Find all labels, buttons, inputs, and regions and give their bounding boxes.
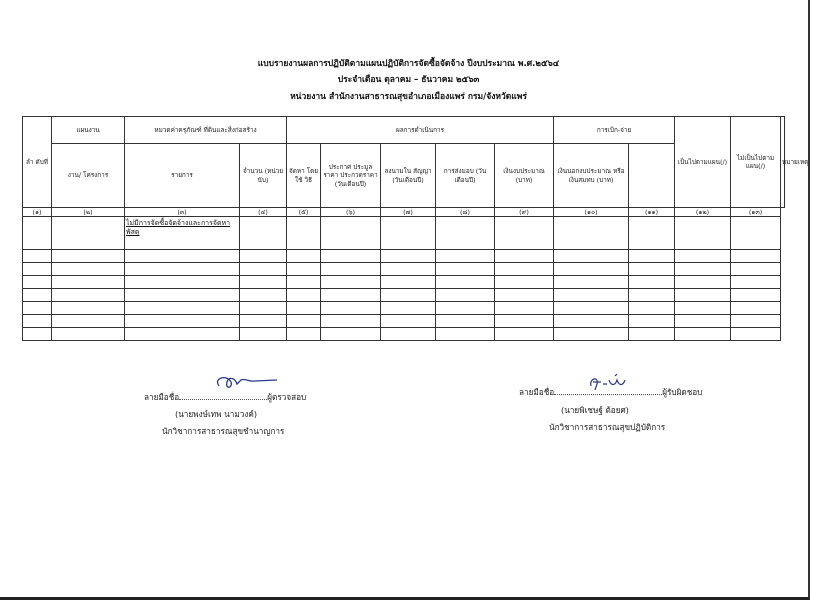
table-row: [23, 289, 785, 302]
col-number: (๑๑): [629, 208, 675, 217]
left-signer-position: นักวิชาการสาธารณสุขชำนาญการ: [162, 426, 285, 436]
column-number-row: [23, 208, 785, 217]
header-category: หมวดค่าครุภัณฑ์ ที่ดินและสิ่งก่อสร้าง: [125, 117, 287, 144]
right-handwritten-signature: [585, 372, 645, 394]
col-number: (๓): [125, 208, 240, 217]
report-title: แบบรายงานผลการปฏิบัติตามแผนปฏิบัติการจัดซื้อจัดจ้าง ปีงบประมาณ พ.ศ.๒๕๖๔: [257, 59, 560, 69]
table-row: [23, 276, 785, 289]
header-delivery: การส่งมอบ (วันเดือนปี): [436, 144, 495, 208]
no-procurement-note: ไม่มีการจัดซื้อจัดจ้างและการจัดหาพัสดุ: [125, 217, 240, 250]
left-handwritten-signature: [205, 372, 285, 396]
col-number: (๑๒): [675, 208, 731, 217]
col-number: (๙): [495, 208, 554, 217]
header-item: รายการ: [125, 144, 240, 208]
right-signature-label: ลายมือชื่อ: [519, 387, 555, 397]
left-signature-label: ลายมือชื่อ: [144, 392, 180, 402]
header-contract-sign: ลงนามใน สัญญา (วันเดือนปี): [381, 144, 436, 208]
header-quantity: จำนวน (หน่วยนับ): [240, 144, 287, 208]
header-off-plan: ไม่เป็นไปตามแผน(/): [731, 117, 781, 208]
col-number: (๔): [240, 208, 287, 217]
col-number: (๗): [381, 208, 436, 217]
header-method: จัดหา โดยใช้ วิธี: [287, 144, 321, 208]
header-announce: ประกาศ ประมูลราคา ประกวดราคา (วันเดือนปี): [321, 144, 381, 208]
left-signer-name: (นายพงษ์เทพ นามวงค์): [175, 409, 258, 419]
col-number: (๕): [287, 208, 321, 217]
col-number: (๘): [436, 208, 495, 217]
table-row: [23, 315, 785, 328]
right-signer-name: (นายพิเชษฐ์ ต้อยศ): [561, 405, 629, 415]
col-number: (๖): [321, 208, 381, 217]
header-remarks: หมายเหตุ: [781, 117, 785, 208]
col-number: (๑): [23, 208, 52, 217]
left-signature-role: ผู้ตรวจสอบ: [267, 392, 307, 402]
header-on-plan: เป็นไปตามแผน(/): [675, 117, 731, 208]
right-signer-position: นักวิชาการสาธารณสุขปฏิบัติการ: [549, 422, 666, 432]
table-row: [23, 250, 785, 263]
report-agency: หน่วยงาน สำนักงานสาธารณสุขอำเภอเมืองแพร่ กรม/จังหวัดแพร่: [290, 92, 527, 102]
header-disbursement: การเบิก-จ่าย: [554, 117, 675, 144]
table-row: [23, 217, 785, 250]
col-number: (๑๓): [731, 208, 781, 217]
header-plan: แผนงาน: [52, 117, 125, 144]
table-row: [23, 328, 785, 341]
header-nonbudget: เงินนอกงบประมาณ หรือเงินสมทบ (บาท): [554, 144, 629, 208]
procurement-report-table: [22, 116, 809, 341]
table-row: [23, 263, 785, 276]
header-results: ผลการดำเนินการ: [287, 117, 554, 144]
header-project: งาน/ โครงการ: [52, 144, 125, 208]
col-number: (๒): [52, 208, 125, 217]
table-row: [23, 302, 785, 315]
right-signature-role: ผู้รับผิดชอบ: [662, 387, 703, 397]
header-order: ลำ ดับที่: [23, 117, 52, 208]
header-budget: เงินงบประมาณ (บาท): [495, 144, 554, 208]
report-period: ประจำเดือน ตุลาคม – ธันวาคม ๒๕๖๓: [337, 75, 480, 85]
col-number: (๑๐): [554, 208, 629, 217]
